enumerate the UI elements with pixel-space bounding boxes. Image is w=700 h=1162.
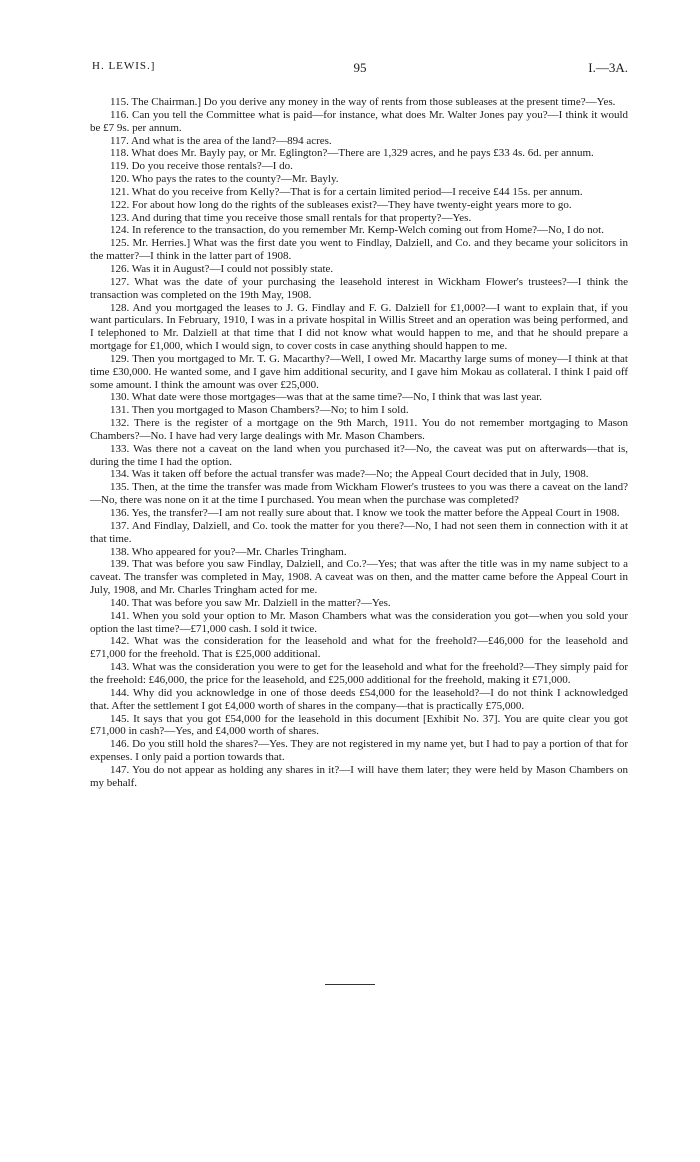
paragraph-146: 146. Do you still hold the shares?—Yes. They are not registered in my name yet, but I had to pay a portion of that for expenses. I only paid a portion towards that. [90, 738, 628, 764]
paragraph-118: 118. What does Mr. Bayly pay, or Mr. Eglington?—There are 1,329 acres, and he pays £33 4s. 6d. per annum. [110, 147, 594, 160]
paragraph-120: 120. Who pays the rates to the county?—Mr. Bayly. [110, 173, 339, 186]
paragraph-143: 143. What was the consideration you were to get for the leasehold and what for the freehold?—They simply paid for the freehold: £46,000, the price for the leasehold, and £25,000 additional for the freehold, making it £71,000. [90, 661, 628, 686]
paragraph-139: 139. That was before you saw Findlay, Dalziell, and Co.?—Yes; that was after the title was in my name subject to a caveat. The transfer was completed in May, 1908. A caveat was on then, and the matter came before the Appeal Court in July, 1908, and Mr. Charles Tringham acted for me. [90, 558, 628, 597]
paragraph-134: 134. Was it taken off before the actual transfer was made?—No; the Appeal Court decided that in July, 1908. [110, 468, 589, 481]
section-end-rule [325, 984, 375, 985]
paragraph-123: 123. And during that time you receive those small rentals for that property?—Yes. [110, 211, 472, 224]
paragraph-121: 121. What do you receive from Kelly?—That is for a certain limited period—I receive £44 15s. per annum. [110, 185, 583, 198]
paragraph-145: 145. It says that you got £54,000 for the leasehold in this document [Exhibit No. 37]. You are quite clear you got £71,000 in cash?—Yes, and £4,000 worth of shares. [90, 712, 628, 738]
paragraph-124: 124. In reference to the transaction, do you remember Mr. Kemp-Welch coming out from Home?—No, I do not. [110, 224, 604, 237]
paragraph-138: 138. Who appeared for you?—Mr. Charles Tringham. [110, 545, 347, 558]
paragraph-125: 125. Mr. Herries.] What was the first date you went to Findlay, Dalziell, and Co. and they became your solicitors in the matter?—I think in the latter part of 1908. [90, 237, 628, 263]
paragraph-135: 135. Then, at the time the transfer was made from Wickham Flower's trustees to you was there a caveat on the land?—No, there was none on it at the time I purchased. You mean when the purchase was completed? [90, 481, 628, 507]
paragraph-136: 136. Yes, the transfer?—I am not really sure about that. I know we took the matter before the Appeal Court in 1908. [110, 507, 620, 519]
paragraph-117: 117. And what is the area of the land?—894 acres. [110, 134, 332, 147]
page-number: 95 [353, 60, 367, 75]
paragraph-142: 142. What was the consideration for the leasehold and what for the freehold?—£46,000 for the leasehold and £71,000 for the freehold. That is £25,000 additional. [90, 635, 628, 661]
paragraph-133: 133. Was there not a caveat on the land when you purchased it?—No, the caveat was put on afterwards—that is, during the time I had the option. [90, 442, 628, 468]
paragraph-140: 140. That was before you saw Mr. Dalziell in the matter?—Yes. [110, 596, 391, 609]
paragraph-122: 122. For about how long do the rights of the subleases exist?—They have twenty-eight years more to go. [110, 198, 572, 211]
paragraph-127: 127. What was the date of your purchasing the leasehold interest in Wickham Flower's trustees?—I think the transaction was completed on the 19th May, 1908. [90, 275, 628, 301]
document-reference: I.—3A. [588, 60, 628, 75]
paragraph-119: 119. Do you receive those rentals?—I do. [110, 160, 293, 173]
paragraph-129: 129. Then you mortgaged to Mr. T. G. Macarthy?—Well, I owed Mr. Macarthy large sums of money—I think at that time £30,000. He wanted some, and I gave him additional security, and I gave him Mokau as collateral. I think I paid off some amount. I think the amount was over £25,000. [90, 352, 628, 391]
header-witness-name: H. LEWIS.] [92, 60, 156, 72]
paragraph-132: 132. There is the register of a mortgage on the 9th March, 1911. You do not remember mortgaging to Mason Chambers?—No. I have had very large dealings with Mr. Mason Chambers. [90, 417, 628, 442]
paragraph-131: 131. Then you mortgaged to Mason Chambers?—No; to him I sold. [110, 404, 409, 417]
paragraph-144: 144. Why did you acknowledge in one of those deeds £54,000 for the leasehold?—I do not think I acknowledged that. After the settlement I got £4,000 worth of shares in the company—that is practically £75,000. [90, 686, 628, 712]
paragraph-137: 137. And Findlay, Dalziell, and Co. took the matter for you there?—No, I had not seen them in connection with it at that time. [90, 519, 628, 545]
paragraph-141: 141. When you sold your option to Mr. Mason Chambers what was the consideration you got—when you sold your option the last time?—£71,000 cash. I sold it twice. [90, 609, 628, 635]
page-header [92, 60, 628, 80]
paragraph-130: 130. What date were those mortgages—was that at the same time?—No, I think that was last year. [110, 391, 543, 404]
paragraph-115: 115. The Chairman.] Do you derive any money in the way of rents from those subleases at the present time?—Yes. [110, 96, 616, 108]
paragraph-126: 126. Was it in August?—I could not possibly state. [110, 262, 334, 275]
paragraph-128: 128. And you mortgaged the leases to J. G. Findlay and F. G. Dalziell for £1,000?—I want to explain that, if you want particulars. In February, 1910, I was in a private hospital in Willis Street and an operation was being performed, and I telephoned to Mr. Dalziell at that time that I did not know what would happen to me, and that he should prepare a mortgage for £1,000, which I would sign, to cover costs in case anything should happen to me. [90, 301, 628, 353]
paragraph-116: 116. Can you tell the Committee what is paid—for instance, what does Mr. Walter Jones pay you?—I think it would be £7 9s. per annum. [90, 108, 628, 134]
testimony-body [90, 96, 628, 790]
paragraph-147: 147. You do not appear as holding any shares in it?—I will have them later; they were held by Mason Chambers on my behalf. [90, 763, 628, 789]
